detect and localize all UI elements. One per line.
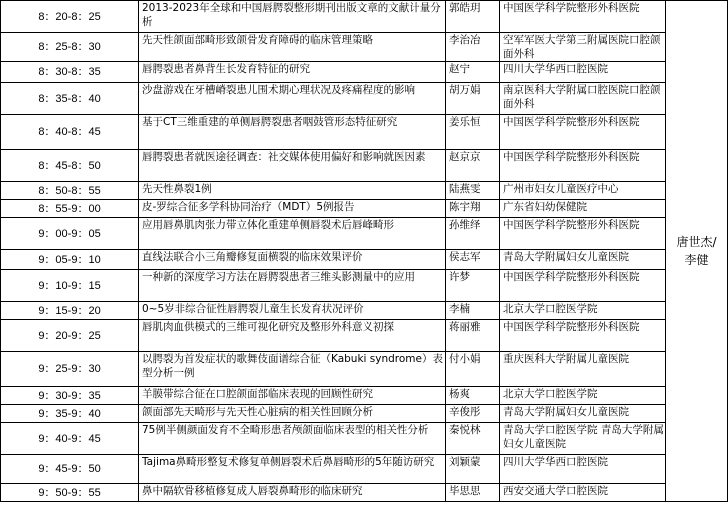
- time-text: 9：15-9：20: [38, 304, 101, 317]
- topic-cell: [139, 200, 446, 218]
- speaker-cell: [446, 405, 500, 423]
- topic-cell: [139, 270, 446, 302]
- time-text: 8：45-8：50: [38, 159, 101, 172]
- speaker-cell: [446, 1, 500, 33]
- speaker-cell: [446, 182, 500, 200]
- speaker-text: 秦悦林: [449, 424, 481, 436]
- time-text: 9：25-9：30: [38, 363, 101, 375]
- affiliation-text: 中国医学科学院整形外科医院: [503, 116, 640, 128]
- time-cell: [1, 302, 139, 320]
- affiliation-text: 重庆医科大学附属儿童医院: [503, 353, 629, 365]
- topic-text: 鼻中隔软骨移植修复成人唇裂鼻畸形的临床研究: [142, 485, 363, 497]
- topic-cell: [139, 405, 446, 423]
- schedule-row: [1, 302, 728, 320]
- speaker-cell: [446, 115, 500, 150]
- speaker-text: 付小娟: [449, 353, 481, 365]
- schedule-row: [1, 250, 728, 270]
- affiliation-cell: [500, 423, 666, 455]
- speaker-text: 蒋丽雅: [449, 321, 481, 333]
- affiliation-text: 青岛大学附属妇女儿童医院: [503, 406, 629, 418]
- speaker-cell: [446, 302, 500, 320]
- speaker-cell: [446, 200, 500, 218]
- time-text: 8：40-8：45: [38, 126, 101, 138]
- topic-cell: [139, 62, 446, 83]
- schedule-row: [1, 320, 728, 352]
- time-cell: [1, 405, 139, 423]
- time-text: 9：30-9：35: [38, 389, 101, 402]
- speaker-cell: [446, 455, 500, 484]
- topic-text: 皮-罗综合征多学科协同治疗（MDT）5例报告: [142, 201, 355, 213]
- affiliation-cell: [500, 250, 666, 270]
- time-cell: [1, 352, 139, 387]
- time-text: 9：05-9：10: [38, 253, 101, 266]
- schedule-row: [1, 387, 728, 405]
- affiliation-cell: [500, 405, 666, 423]
- schedule-body: [1, 1, 728, 502]
- time-text: 8：55-9：00: [38, 202, 101, 215]
- affiliation-cell: [500, 33, 666, 62]
- schedule-row: [1, 270, 728, 302]
- speaker-text: 毕思思: [449, 485, 481, 497]
- speaker-text: 孙维绎: [449, 219, 481, 231]
- topic-text: Tajima鼻畸形整复术修复单侧唇裂术后鼻唇畸形的5年随访研究: [142, 456, 435, 468]
- speaker-text: 李楠: [449, 303, 470, 315]
- topic-text: 直线法联合小三角瓣修复面横裂的临床效果评价: [142, 251, 363, 263]
- topic-cell: [139, 33, 446, 62]
- schedule-row: [1, 200, 728, 218]
- affiliation-text: 中国医学科学院整形外科医院: [503, 271, 640, 283]
- time-text: 8：30-8：35: [38, 66, 101, 78]
- topic-text: 基于CT三维重建的单侧唇腭裂患者咽鼓管形态特征研究: [142, 116, 398, 128]
- speaker-cell: [446, 270, 500, 302]
- speaker-text: 许梦: [449, 271, 470, 283]
- topic-cell: [139, 115, 446, 150]
- time-text: 9：10-9：15: [38, 279, 101, 292]
- affiliation-text: 中国医学科学院整形外科医院: [503, 2, 640, 14]
- time-text: 8：35-8：40: [38, 92, 101, 105]
- speaker-text: 郭皓玥: [449, 2, 481, 14]
- topic-text: 沙盘游戏在牙槽嵴裂患儿围术期心理状况及疼痛程度的影响: [142, 84, 415, 96]
- time-cell: [1, 1, 139, 33]
- topic-text: 颌面部先天畸形与先天性心脏病的相关性回顾分析: [142, 406, 373, 418]
- speaker-cell: [446, 33, 500, 62]
- speaker-text: 胡万娟: [449, 84, 481, 96]
- affiliation-cell: [500, 83, 666, 115]
- topic-text: 75例半侧颜面发育不全畸形患者颅颌面临床表型的相关性分析: [142, 424, 429, 436]
- affiliation-text: 青岛大学附属妇女儿童医院: [503, 251, 629, 263]
- schedule-row: [1, 33, 728, 62]
- schedule-row: [1, 218, 728, 250]
- affiliation-cell: [500, 182, 666, 200]
- time-text: 8：20-8：25: [38, 10, 101, 23]
- time-cell: [1, 455, 139, 484]
- speaker-cell: [446, 352, 500, 387]
- schedule-row: [1, 83, 728, 115]
- topic-text: 以腭裂为首发症状的歌舞伎面谱综合征（Kabuki syndrome）表型分析一例: [142, 353, 443, 379]
- schedule-row: [1, 423, 728, 455]
- speaker-text: 赵京京: [449, 151, 481, 163]
- affiliation-cell: [500, 302, 666, 320]
- chair-line-1: 唐世杰/: [676, 235, 717, 249]
- time-cell: [1, 83, 139, 115]
- affiliation-text: 中国医学科学院整形外科医院: [503, 151, 640, 163]
- speaker-text: 李治冶: [449, 34, 481, 46]
- affiliation-cell: [500, 1, 666, 33]
- speaker-text: 姜乐恒: [449, 116, 481, 128]
- topic-text: 先天性鼻裂1例: [142, 183, 212, 195]
- topic-cell: [139, 302, 446, 320]
- topic-text: 唇腭裂患者就医途径调查：社交媒体使用偏好和影响就医因素: [142, 151, 426, 163]
- speaker-cell: [446, 83, 500, 115]
- topic-cell: [139, 423, 446, 455]
- affiliation-text: 空军军医大学第三附属医院口腔颌面外科: [503, 34, 661, 60]
- time-text: 9：20-9：25: [38, 329, 101, 342]
- speaker-text: 刘颖蒙: [449, 456, 481, 468]
- affiliation-cell: [500, 270, 666, 302]
- speaker-cell: [446, 320, 500, 352]
- schedule-row: [1, 150, 728, 182]
- time-cell: [1, 33, 139, 62]
- topic-cell: [139, 484, 446, 502]
- speaker-cell: [446, 150, 500, 182]
- speaker-text: 陈宇翔: [449, 201, 481, 213]
- time-cell: [1, 423, 139, 455]
- schedule-row: [1, 405, 728, 423]
- speaker-cell: [446, 62, 500, 83]
- speaker-cell: [446, 423, 500, 455]
- time-cell: [1, 200, 139, 218]
- chair-line-2: 李健: [684, 253, 709, 267]
- topic-cell: [139, 455, 446, 484]
- time-cell: [1, 115, 139, 150]
- time-cell: [1, 250, 139, 270]
- time-cell: [1, 484, 139, 502]
- time-cell: [1, 150, 139, 182]
- time-cell: [1, 218, 139, 250]
- topic-text: 0~5岁非综合征性唇腭裂儿童生长发育状况评价: [142, 303, 364, 315]
- affiliation-cell: [500, 484, 666, 502]
- schedule-row: [1, 352, 728, 387]
- topic-cell: [139, 250, 446, 270]
- time-text: 9：40-9：45: [38, 432, 101, 445]
- affiliation-text: 青岛大学口腔医学院 青岛大学附属妇女儿童医院: [503, 424, 664, 450]
- time-cell: [1, 182, 139, 200]
- topic-text: 羊膜带综合征在口腔颌面部临床表现的回顾性研究: [142, 388, 373, 400]
- affiliation-cell: [500, 115, 666, 150]
- schedule-row: [1, 455, 728, 484]
- speaker-text: 辛俊彤: [449, 406, 481, 418]
- speaker-text: 陆燕雯: [449, 183, 481, 195]
- schedule-row: [1, 1, 728, 33]
- speaker-text: 赵宁: [449, 63, 470, 75]
- chair-cell: [666, 1, 728, 502]
- speaker-text: 侯志军: [449, 251, 481, 263]
- topic-text: 应用唇鼻肌肉张力带立体化重建单侧唇裂术后唇峰畸形: [142, 219, 394, 231]
- time-cell: [1, 320, 139, 352]
- affiliation-cell: [500, 387, 666, 405]
- affiliation-text: 广州市妇女儿童医疗中心: [503, 183, 619, 195]
- time-text: 9：00-9：05: [38, 227, 101, 240]
- affiliation-cell: [500, 150, 666, 182]
- affiliation-text: 四川大学华西口腔医院: [503, 63, 608, 75]
- affiliation-text: 广东省妇幼保健院: [503, 201, 587, 213]
- schedule-row: [1, 115, 728, 150]
- topic-cell: [139, 218, 446, 250]
- topic-cell: [139, 387, 446, 405]
- affiliation-cell: [500, 62, 666, 83]
- time-text: 8：25-8：30: [38, 41, 101, 53]
- speaker-cell: [446, 250, 500, 270]
- time-text: 9：45-9：50: [38, 463, 101, 475]
- time-cell: [1, 270, 139, 302]
- time-cell: [1, 387, 139, 405]
- affiliation-cell: [500, 320, 666, 352]
- schedule-row: [1, 182, 728, 200]
- topic-cell: [139, 320, 446, 352]
- speaker-cell: [446, 218, 500, 250]
- topic-text: 唇腭裂患者鼻背生长发育特征的研究: [142, 63, 310, 75]
- topic-text: 一种新的深度学习方法在唇腭裂患者三维头影测量中的应用: [142, 271, 415, 283]
- affiliation-cell: [500, 218, 666, 250]
- topic-cell: [139, 83, 446, 115]
- topic-text: 先天性颌面部畸形致颌骨发育障碍的临床管理策略: [142, 34, 373, 46]
- affiliation-text: 四川大学华西口腔医院: [503, 456, 608, 468]
- affiliation-text: 北京大学口腔医学院: [503, 388, 598, 400]
- topic-cell: [139, 1, 446, 33]
- time-text: 9：50-9：55: [38, 486, 101, 499]
- speaker-cell: [446, 387, 500, 405]
- topic-text: 2013-2023年全球和中国唇腭裂整形期刊出版文章的文献计量分析: [142, 2, 441, 28]
- affiliation-text: 中国医学科学院整形外科医院: [503, 321, 640, 333]
- topic-cell: [139, 150, 446, 182]
- affiliation-cell: [500, 455, 666, 484]
- time-text: 9：35-9：40: [38, 407, 101, 420]
- topic-cell: [139, 182, 446, 200]
- affiliation-text: 北京大学口腔医学院: [503, 303, 598, 315]
- time-text: 8：50-8：55: [38, 184, 101, 197]
- affiliation-cell: [500, 200, 666, 218]
- affiliation-text: 中国医学科学院整形外科医院: [503, 219, 640, 231]
- topic-cell: [139, 352, 446, 387]
- speaker-cell: [446, 484, 500, 502]
- affiliation-text: 南京医科大学附属口腔医院口腔颌面外科: [503, 84, 661, 110]
- topic-text: 唇肌肉血供模式的三维可视化研究及整形外科意义初探: [142, 321, 394, 333]
- time-cell: [1, 62, 139, 83]
- speaker-text: 杨爽: [449, 388, 470, 400]
- schedule-row: [1, 62, 728, 83]
- schedule-row: [1, 484, 728, 502]
- affiliation-cell: [500, 352, 666, 387]
- affiliation-text: 西安交通大学口腔医院: [503, 485, 608, 497]
